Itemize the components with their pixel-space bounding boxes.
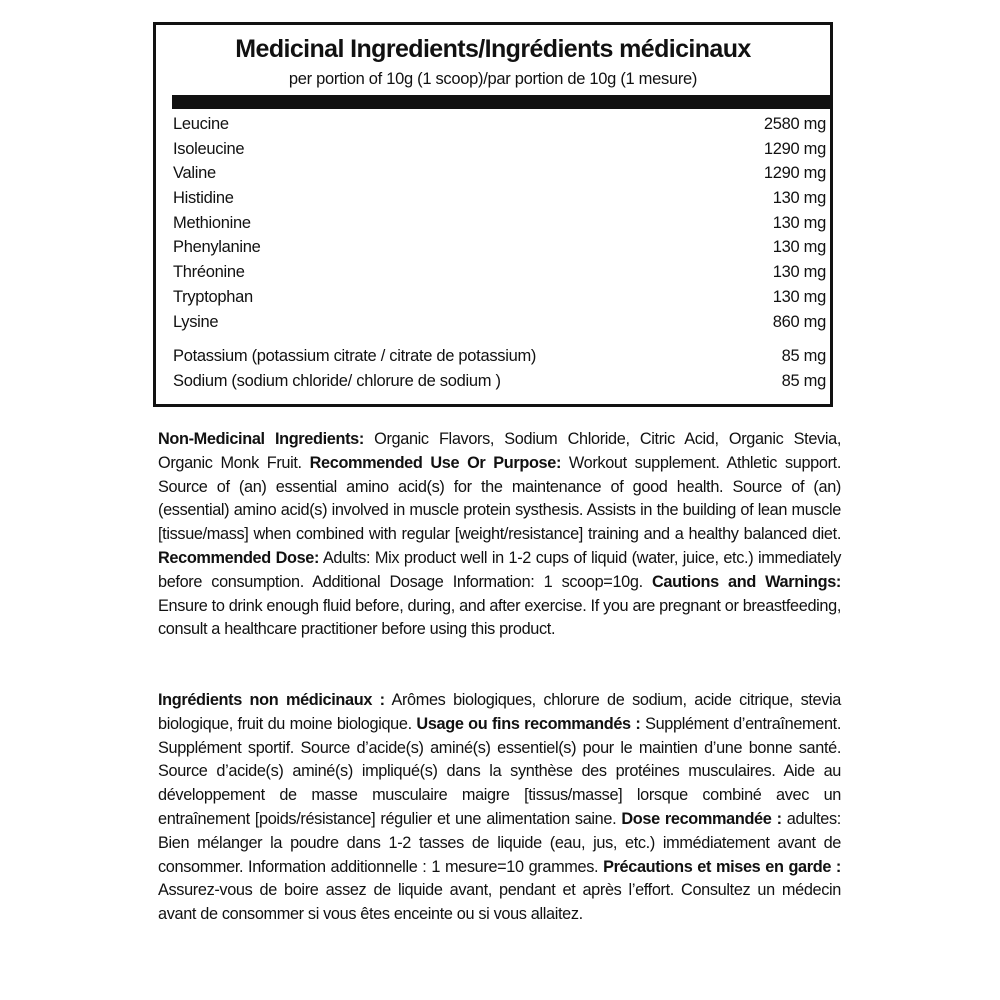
ingredient-list [173,115,826,397]
non-medicinal-text: Arômes biologiques, chlorure de sodium, acide citrique, stevia biologique, fruit du moine biologique. [158,691,842,733]
ingredient-row [173,263,826,288]
use-label: Recommended Use Or Purpose: [309,453,562,472]
medicinal-ingredients-box [153,22,833,407]
heavy-rule [172,95,830,109]
ingredient-amount: 130 mg [772,213,826,232]
ingredient-name: Valine [173,164,216,183]
dose-text: adultes: Bien mélanger la poudre dans 1-2 tasses de liquide (eau, jus, etc.) immédiatement avant de consommer. Information additionnelle : 1 mesure=10 grammes. [158,809,841,876]
ingredient-name: Phenylanine [173,238,261,257]
section-gap [173,337,826,347]
cautions-text: Assurez-vous de boire assez de liquide avant, pendant et après l’effort. Consultez un médecin avant de consommer si vous êtes enceinte ou si vous allaitez. [158,881,841,924]
ingredient-name: Isoleucine [173,139,245,158]
non-medicinal-label: Ingrédients non médicinaux : [158,691,385,709]
cautions-label: Cautions and Warnings: [651,572,841,591]
ingredient-row [173,164,826,189]
ingredient-amount: 130 mg [772,263,826,282]
mineral-name: Sodium (sodium chloride/ chlorure de sodium ) [173,371,501,390]
ingredient-row [173,288,826,313]
box-subtitle: per portion of 10g (1 scoop)/par portion de 10g (1 mesure) [288,70,698,88]
non-medicinal-text: Organic Flavors, Sodium Chloride, Citric Acid, Organic Stevia, Organic Monk Fruit. [158,430,841,472]
ingredient-name: Methionine [173,213,251,232]
mineral-amount: 85 mg [781,347,826,366]
mineral-row [173,347,826,372]
english-paragraph [158,428,841,642]
ingredient-name: Thréonine [173,263,245,282]
mineral-name: Potassium (potassium citrate / citrate de potassium) [173,347,537,366]
ingredient-row [173,140,826,165]
ingredient-name: Histidine [173,189,234,208]
dose-text: Adults: Mix product well in 1-2 cups of liquid (water, juice, etc.) immediately before consumption. Additional Dosage Information: 1 scoop=10g. [158,548,841,591]
ingredient-amount: 130 mg [772,287,826,306]
cautions-label: Précautions et mises en garde : [603,857,841,876]
ingredient-amount: 1290 mg [763,164,826,183]
ingredient-name: Lysine [173,312,219,331]
use-label: Usage ou fins recommandés : [416,714,641,733]
dose-label: Recommended Dose: [158,548,320,567]
ingredient-amount: 130 mg [772,238,826,257]
ingredient-row [173,238,826,263]
use-text: Workout supplement. Athletic support. Source of (an) essential amino acid(s) for the maintenance of good health. Source of (an) (essential) amino acid(s) involved in muscle protein systhesis. Assists in the building of lean muscle [tissue/mass] when combined with regular [weight/resistance] training and a healthy balanced diet. [158,453,842,544]
french-paragraph [158,689,841,927]
cautions-text: Ensure to drink enough fluid before, during, and after exercise. If you are pregnant or breastfeeding, consult a healthcare practitioner before using this product. [158,596,841,639]
box-title: Medicinal Ingredients/Ingrédients médicinaux [235,35,751,63]
ingredient-amount: 2580 mg [763,115,826,133]
non-medicinal-label: Non-Medicinal Ingredients: [158,430,364,448]
mineral-amount: 85 mg [781,371,826,390]
ingredient-name: Leucine [173,115,229,133]
ingredient-row [173,313,826,338]
ingredient-row [173,214,826,239]
dose-label: Dose recommandée : [621,809,782,828]
use-text: Supplément d’entraînement. Supplément sportif. Source d’acide(s) aminé(s) essentiel(s) pour le maintien d’une bonne santé. Source d’acide(s) aminé(s) impliqué(s) dans la synthèse des protéines musculaires. Aide au développement de masse musculaire maigre [tissus/masse] lorsque combiné avec un entraînement [poids/résistance] régulier et une alimentation saine. [158,714,841,828]
ingredient-row [173,189,826,214]
ingredient-row [173,115,826,140]
ingredient-name: Tryptophan [173,287,253,306]
ingredient-amount: 1290 mg [763,139,826,158]
mineral-row [173,372,826,397]
ingredient-amount: 860 mg [772,312,826,331]
ingredient-amount: 130 mg [772,189,826,208]
